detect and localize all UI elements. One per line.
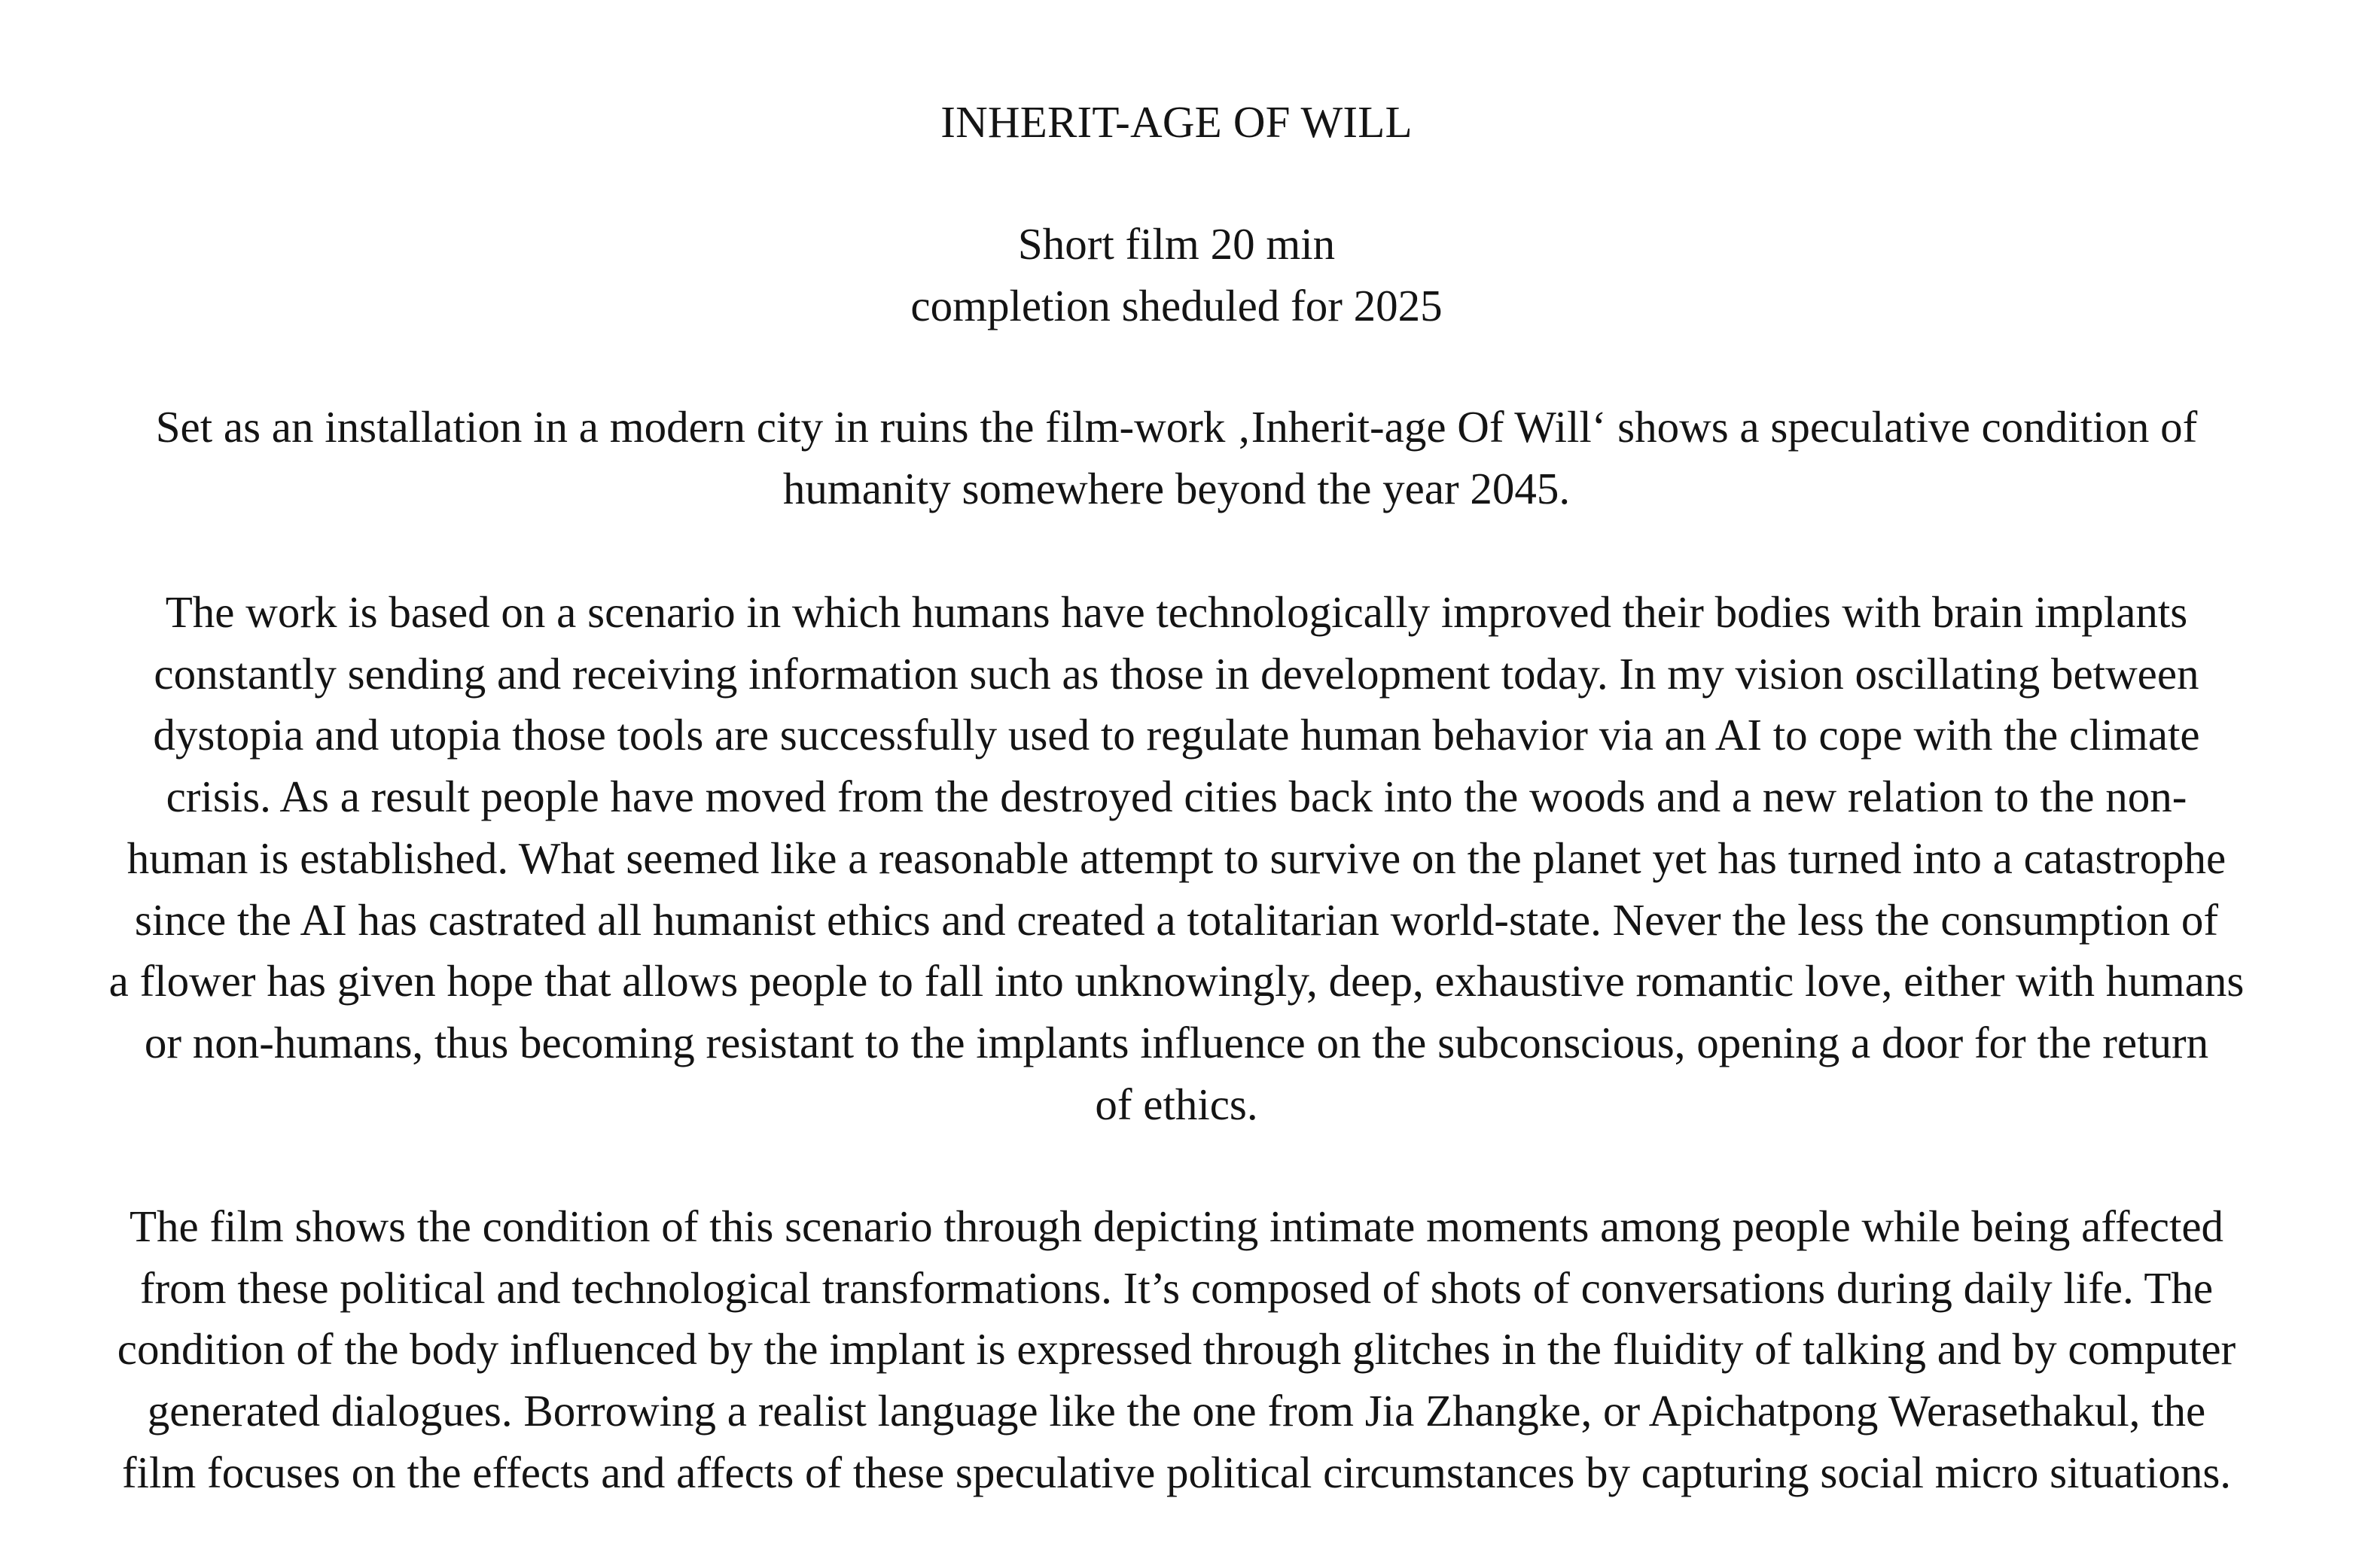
paragraph-line: human is established. What seemed like a reasonable attempt to survive on the planet yet has turned into a catastrophe (126, 833, 2227, 883)
paragraph-intro (45, 397, 2308, 519)
completion-date: completion sheduled for 2025 (910, 281, 1443, 330)
paragraph-line: film focuses on the effects and affects of these speculative political circumstances by capturing social micro situations. (121, 1447, 2232, 1497)
paragraph-approach (45, 1196, 2308, 1504)
paragraph-line: condition of the body influenced by the implant is expressed through glitches in the fluidity of talking and by computer (117, 1324, 2236, 1375)
paragraph-line: of ethics. (1095, 1079, 1258, 1129)
paragraph-line: The work is based on a scenario in which humans have technologically improved their bodies with brain implants (165, 587, 2188, 637)
document-title: INHERIT-AGE OF WILL (940, 97, 1413, 147)
paragraph-line: dystopia and utopia those tools are successfully used to regulate human behavior via an AI to cope with the climate (153, 710, 2200, 760)
paragraph-line: a flower has given hope that allows people to fall into unknowingly, deep, exhaustive romantic love, either with humans (108, 956, 2245, 1006)
paragraph-line: humanity somewhere beyond the year 2045. (782, 463, 1571, 513)
paragraph-line: constantly sending and receiving information such as those in development today. In my vision oscillating between (154, 648, 2199, 699)
paragraph-line: from these political and technological transformations. It’s composed of shots of conversations during daily life. The (139, 1262, 2214, 1313)
paragraph-line: crisis. As a result people have moved from the destroyed cities back into the woods and a new relation to the non- (166, 772, 2187, 822)
paragraph-line: or non-humans, thus becoming resistant to the implants influence on the subconscious, opening a door for the return (144, 1017, 2209, 1067)
paragraph-line: Set as an installation in a modern city in ruins the film-work ‚Inherit-age Of Will‘ shows a speculative condition of (155, 402, 2198, 452)
film-meta (0, 213, 2353, 336)
paragraph-line: generated dialogues. Borrowing a realist language like the one from Jia Zhangke, or Apichatpong Werasethakul, the (147, 1386, 2206, 1436)
paragraph-line: since the AI has castrated all humanist ethics and created a totalitarian world-state. Never the less the consumption of (134, 894, 2219, 945)
paragraph-line: The film shows the condition of this scenario through depicting intimate moments among people while being affected (129, 1201, 2224, 1251)
film-format: Short film 20 min (1017, 219, 1336, 269)
paragraph-scenario (45, 582, 2308, 1135)
